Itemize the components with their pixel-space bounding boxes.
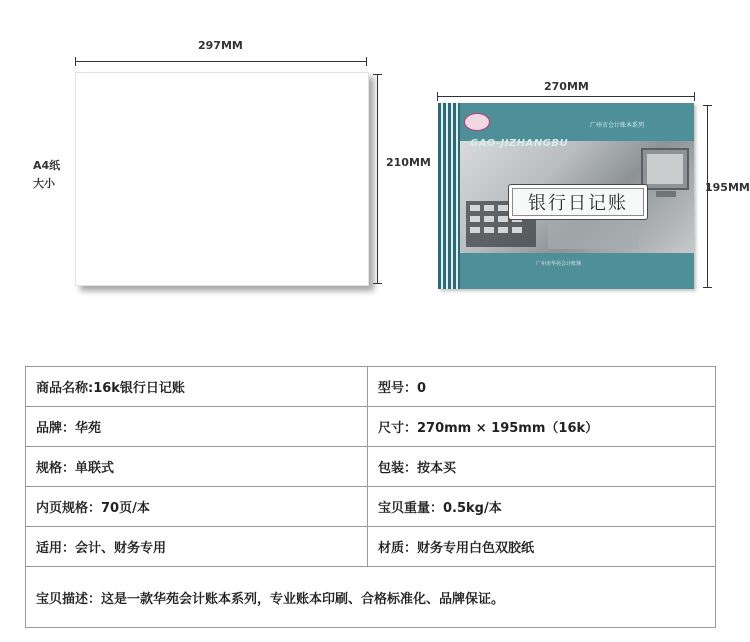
spec-brand: 品牌：华苑 — [26, 407, 368, 447]
book-cover-pinyin: GAO-JIZHANGBU — [470, 138, 569, 149]
a4-width-dimension-line — [75, 61, 367, 62]
table-row — [26, 407, 716, 447]
a4-height-label: 210MM — [386, 156, 431, 169]
spec-product-name: 商品名称:16k银行日记账 — [26, 367, 368, 407]
spec-format: 规格：单联式 — [26, 447, 368, 487]
table-row — [26, 527, 716, 567]
spec-inner-pages: 内页规格：70页/本 — [26, 487, 368, 527]
book-width-dimension-line — [437, 96, 695, 97]
spec-description: 宝贝描述：这是一款华苑会计账本系列，专业账本印刷、合格标准化、品牌保证。 — [26, 567, 716, 628]
a4-size-label-line2: 大小 — [33, 177, 55, 190]
table-row — [26, 567, 716, 628]
spec-material: 材质：财务专用白色双胶纸 — [368, 527, 716, 567]
a4-height-tick-bottom — [373, 283, 382, 284]
product-spec-table — [25, 366, 716, 628]
spec-model: 型号：0 — [368, 367, 716, 407]
book-width-label: 270MM — [544, 80, 589, 93]
table-row — [26, 487, 716, 527]
book-cover-footer: 广州市华苑会计账簿 — [536, 261, 582, 267]
a4-paper-sheet — [75, 72, 369, 286]
table-row — [26, 447, 716, 487]
book-height-label: 195MM — [705, 181, 750, 194]
book-height-dimension-line — [707, 105, 708, 288]
spec-size: 尺寸：270mm × 195mm（16k） — [368, 407, 716, 447]
book-height-tick-bottom — [703, 287, 712, 288]
spec-packaging: 包装：按本买 — [368, 447, 716, 487]
a4-width-tick-left — [75, 57, 76, 66]
a4-size-label — [33, 157, 60, 193]
table-row — [26, 367, 716, 407]
a4-width-tick-right — [366, 57, 367, 66]
book-cover-title: 银行日记账 — [508, 184, 648, 220]
spec-usage: 适用：会计、财务专用 — [26, 527, 368, 567]
book-width-tick-left — [437, 92, 438, 101]
spec-weight: 宝贝重量：0.5kg/本 — [368, 487, 716, 527]
book-cover-logo — [464, 113, 490, 131]
a4-size-label-line1: A4纸 — [33, 159, 61, 172]
a4-width-label: 297MM — [198, 39, 243, 52]
book-spine-stripes — [438, 103, 460, 289]
a4-height-tick-top — [373, 74, 382, 75]
book-height-tick-top — [703, 105, 712, 106]
book-cover-brand-text: 广州市会计账本系列 — [590, 122, 645, 129]
a4-height-dimension-line — [377, 74, 378, 284]
book-width-tick-right — [694, 92, 695, 101]
